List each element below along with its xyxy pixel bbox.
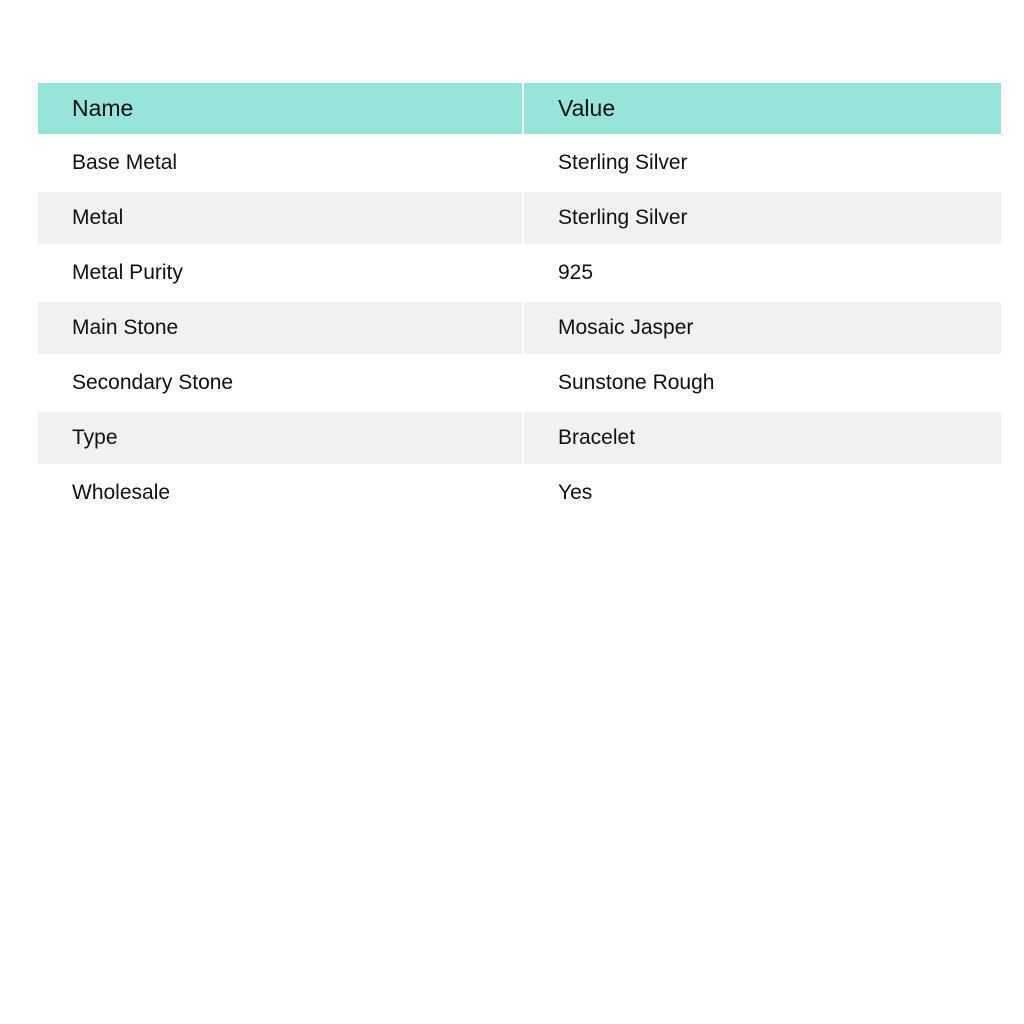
table-body [38,134,1001,522]
row-value-cell: Sterling Silver [558,206,688,229]
row-value-cell: Sterling Silver [558,151,688,174]
row-name-cell: Metal [38,192,523,244]
row-name-cell: Secondary Stone [38,354,523,412]
row-value-cell: Bracelet [558,426,636,449]
table-header [38,83,1001,134]
column-header-value: Value [558,95,616,121]
attributes-table [38,83,1001,522]
row-name-cell: Base Metal [38,134,523,192]
table-row [38,464,1001,522]
attributes-table-container [38,83,1001,522]
table-row [38,412,1001,464]
row-value-cell: 925 [558,261,594,284]
row-name-cell: Wholesale [38,464,523,522]
column-header-name: Name [38,83,523,134]
row-name-cell: Main Stone [38,302,523,354]
table-row [38,302,1001,354]
header-row [38,83,1001,134]
row-value-cell: Sunstone Rough [558,371,715,394]
table-row [38,192,1001,244]
row-value-cell: Mosaic Jasper [558,316,694,339]
row-name-cell: Type [38,412,523,464]
row-value-cell: Yes [558,481,593,504]
row-name-cell: Metal Purity [38,244,523,302]
table-row [38,244,1001,302]
table-row [38,134,1001,192]
table-row [38,354,1001,412]
